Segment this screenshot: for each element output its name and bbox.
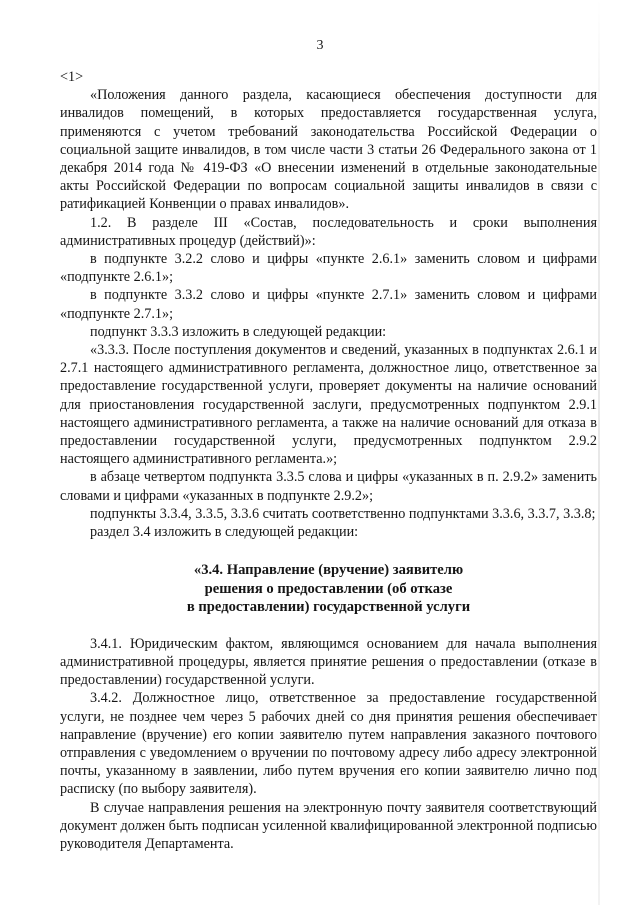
paragraph: подпункт 3.3.3 изложить в следующей редакции: xyxy=(90,323,387,340)
paragraph: «Положения данного раздела, касающиеся обеспечения доступности для инвалидов помещений, в которых предоставляется государственная услуга, применяются с учетом требований законодательства Российской Федерации о социальной защите инвалидов, в том числе части 3 статьи 26 Федерального закона от 1 декабря 2014 года № 419-ФЗ «О внесении изменений в отдельные законодательные акты Российской Федерации по вопросам социальной защиты инвалидов в связи с ратификацией Конвенции о правах инвалидов». xyxy=(60,87,597,213)
heading-line: в предоставлении) государственной услуги xyxy=(186,599,471,616)
paragraph: раздел 3.4 изложить в следующей редакции: xyxy=(90,524,359,541)
paragraph: «3.3.3. После поступления документов и сведений, указанных в подпунктах 2.6.1 и 2.7.1 настоящего административного регламента, должностное лицо, ответственное за предоставление государственной услуги, проверяет документы на наличие оснований для приостановления государственной заслуги, предусмотренных подпунктом 2.9.1 настоящего административного регламента, а также на наличие оснований для отказа в предоставлении государственной услуги, предусмотренных подпунктом 2.9.2 настоящего административного регламента.»; xyxy=(60,342,597,468)
document-body xyxy=(60,68,597,853)
paragraph: 3.4.1. Юридическим фактом, являющимся основанием для начала выполнения административной процедуры, является принятие решения о предоставлении (отказе в предоставлении) государственной услуги. xyxy=(60,635,597,689)
paragraph: 3.4.2. Должностное лицо, ответственное за предоставление государственной услуги, не позднее чем через 5 рабочих дней со дня принятия решения обеспечивает направление (вручение) его копии заявителю путем направления заказного почтового отправления с уведомлением о вручении по почтовому адресу либо адресу электронной почты, указанному в заявлении, либо путем вручения его копии заявителю лично под расписку (по выбору заявителя). xyxy=(60,690,597,798)
scan-edge-shadow xyxy=(598,0,600,905)
section-heading xyxy=(60,561,597,617)
paragraph: 1.2. В разделе III «Состав, последовательность и сроки выполнения административных процедур (действий)»: xyxy=(60,214,597,249)
heading-line: «3.4. Направление (вручение) заявителю xyxy=(193,562,464,579)
paragraph: в подпункте 3.3.2 слово и цифры «пункте 2.7.1» заменить словом и цифрами «подпункте 2.7.1»; xyxy=(60,287,597,322)
paragraph: В случае направления решения на электронную почту заявителя соответствующий документ должен быть подписан усиленной квалифицированной электронной подписью руководителя Департамента. xyxy=(60,799,597,853)
heading-line: решения о предоставлении (об отказе xyxy=(204,580,453,597)
paragraph: подпункты 3.3.4, 3.3.5, 3.3.6 считать соответственно подпунктами 3.3.6, 3.3.7, 3.3.8; xyxy=(90,505,596,522)
page-number: 3 xyxy=(316,38,324,53)
paragraph: в абзаце четвертом подпункта 3.3.5 слова и цифры «указанных в п. 2.9.2» заменить словами и цифрами «указанных в подпункте 2.9.2»; xyxy=(60,469,597,504)
footnote-marker: <1> xyxy=(60,69,84,85)
paragraph: в подпункте 3.2.2 слово и цифры «пункте 2.6.1» заменить словом и цифрами «подпункте 2.6.1»; xyxy=(60,251,597,286)
